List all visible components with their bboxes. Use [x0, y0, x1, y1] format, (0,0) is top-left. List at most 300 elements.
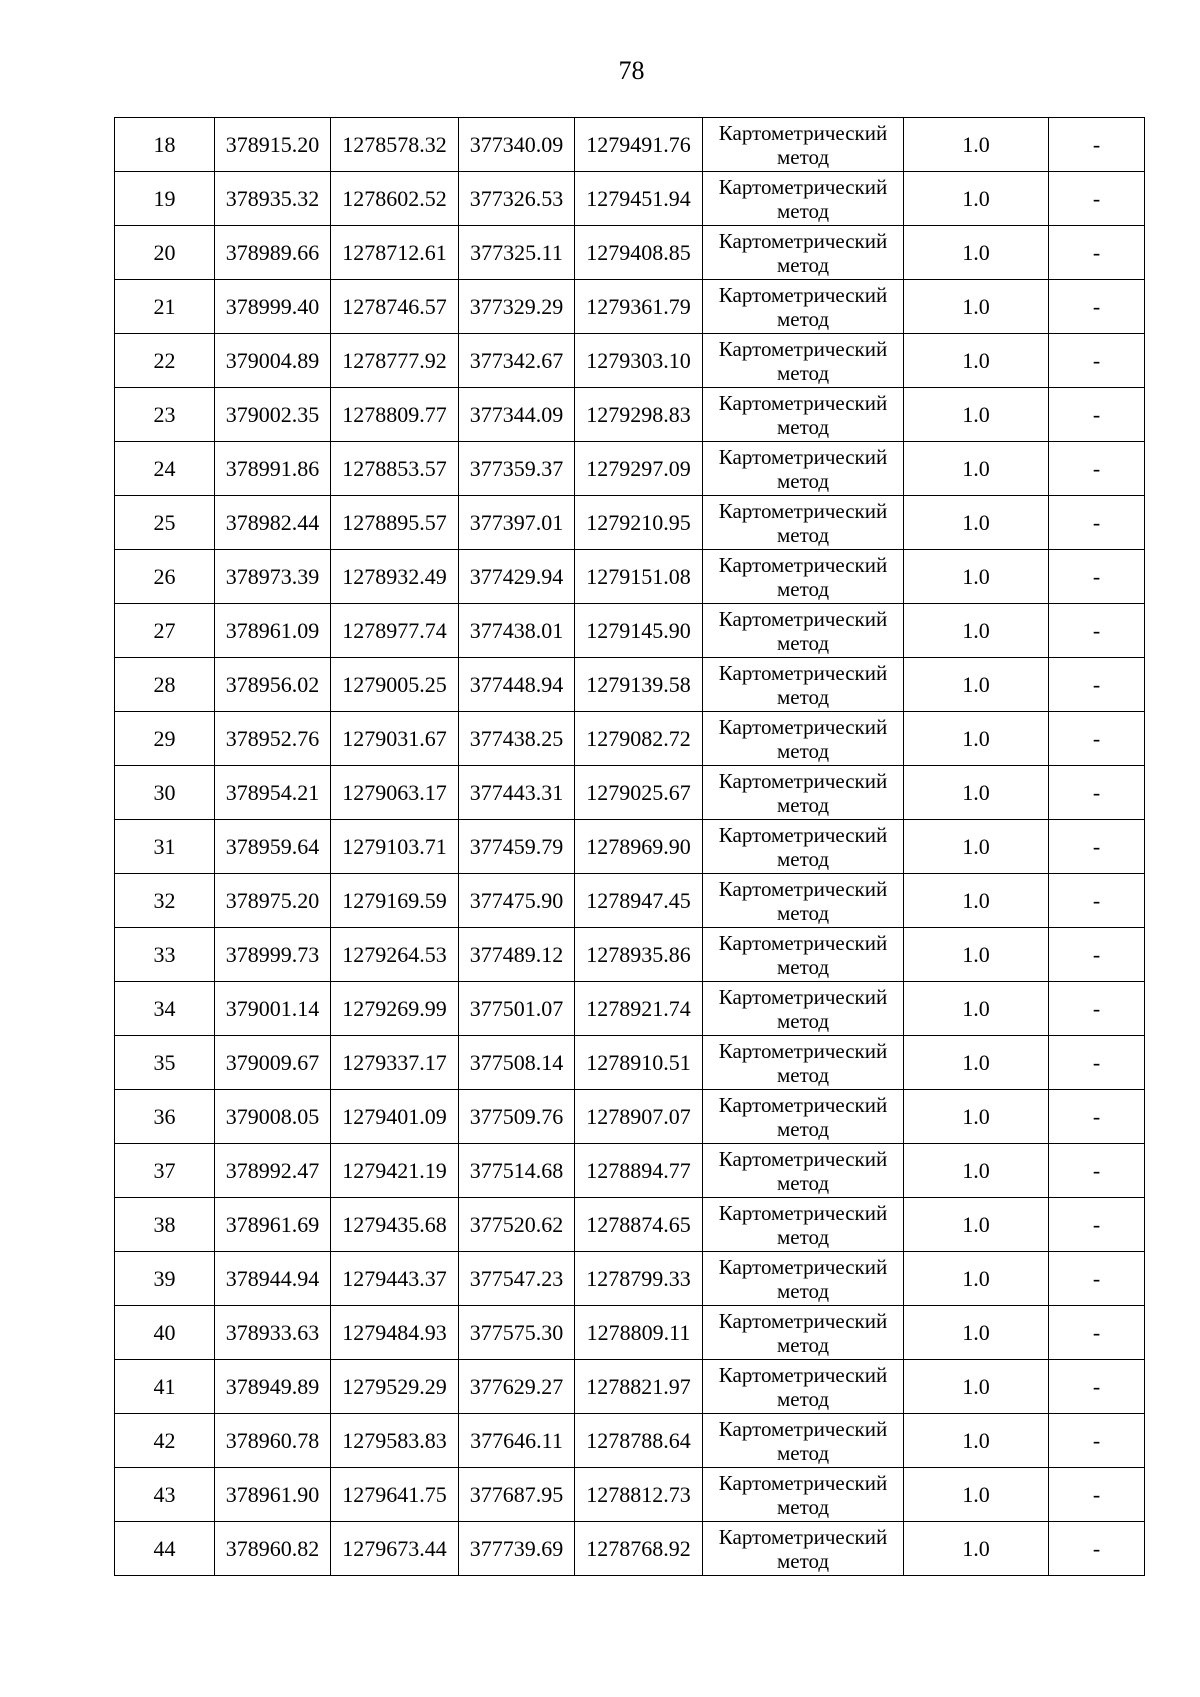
method-label-line1: Картометрический — [718, 660, 888, 685]
point-number-cell: 38 — [115, 1198, 215, 1252]
x2-coordinate-cell: 377397.01 — [459, 496, 575, 550]
table-row — [115, 496, 1145, 550]
method-label-line1: Картометрический — [718, 606, 888, 631]
y1-coordinate-cell: 1279337.17 — [331, 1036, 459, 1090]
x1-coordinate-cell: 378952.76 — [215, 712, 331, 766]
accuracy-cell: 1.0 — [904, 1198, 1049, 1252]
point-number-cell: 30 — [115, 766, 215, 820]
point-number-cell: 37 — [115, 1144, 215, 1198]
method-cell — [703, 1522, 904, 1576]
x2-coordinate-cell: 377342.67 — [459, 334, 575, 388]
x2-coordinate-cell: 377646.11 — [459, 1414, 575, 1468]
method-cell — [703, 1414, 904, 1468]
note-cell: - — [1049, 1522, 1145, 1576]
y2-coordinate-cell: 1278874.65 — [575, 1198, 703, 1252]
note-cell: - — [1049, 1252, 1145, 1306]
method-label-line2: метод — [776, 252, 830, 277]
y2-coordinate-cell: 1278788.64 — [575, 1414, 703, 1468]
table-row — [115, 1252, 1145, 1306]
point-number-cell: 18 — [115, 118, 215, 172]
x1-coordinate-cell: 378999.73 — [215, 928, 331, 982]
method-label-line2: метод — [776, 846, 830, 871]
method-label-line1: Картометрический — [718, 282, 888, 307]
x1-coordinate-cell: 379009.67 — [215, 1036, 331, 1090]
y2-coordinate-cell: 1278910.51 — [575, 1036, 703, 1090]
method-label-line2: метод — [776, 576, 830, 601]
method-label-line1: Картометрический — [718, 1200, 888, 1225]
x2-coordinate-cell: 377438.01 — [459, 604, 575, 658]
y2-coordinate-cell: 1278768.92 — [575, 1522, 703, 1576]
x1-coordinate-cell: 379002.35 — [215, 388, 331, 442]
x1-coordinate-cell: 378954.21 — [215, 766, 331, 820]
accuracy-cell: 1.0 — [904, 766, 1049, 820]
method-cell — [703, 550, 904, 604]
table-row — [115, 712, 1145, 766]
point-number-cell: 20 — [115, 226, 215, 280]
point-number-cell: 28 — [115, 658, 215, 712]
accuracy-cell: 1.0 — [904, 1252, 1049, 1306]
point-number-cell: 26 — [115, 550, 215, 604]
method-label-line1: Картометрический — [718, 714, 888, 739]
method-cell — [703, 172, 904, 226]
y1-coordinate-cell: 1279583.83 — [331, 1414, 459, 1468]
y1-coordinate-cell: 1278602.52 — [331, 172, 459, 226]
accuracy-cell: 1.0 — [904, 388, 1049, 442]
x2-coordinate-cell: 377448.94 — [459, 658, 575, 712]
method-label-line1: Картометрический — [718, 930, 888, 955]
accuracy-cell: 1.0 — [904, 496, 1049, 550]
method-cell — [703, 442, 904, 496]
table-row — [115, 1144, 1145, 1198]
x2-coordinate-cell: 377325.11 — [459, 226, 575, 280]
method-cell — [703, 1468, 904, 1522]
y2-coordinate-cell: 1279145.90 — [575, 604, 703, 658]
accuracy-cell: 1.0 — [904, 172, 1049, 226]
accuracy-cell: 1.0 — [904, 1468, 1049, 1522]
note-cell: - — [1049, 1468, 1145, 1522]
y1-coordinate-cell: 1278932.49 — [331, 550, 459, 604]
y2-coordinate-cell: 1279298.83 — [575, 388, 703, 442]
method-label-line1: Картометрический — [718, 444, 888, 469]
note-cell: - — [1049, 1306, 1145, 1360]
method-cell — [703, 1252, 904, 1306]
y1-coordinate-cell: 1279529.29 — [331, 1360, 459, 1414]
method-cell — [703, 928, 904, 982]
method-label-line2: метод — [776, 1548, 830, 1573]
table-row — [115, 658, 1145, 712]
point-number-cell: 43 — [115, 1468, 215, 1522]
y1-coordinate-cell: 1278895.57 — [331, 496, 459, 550]
y2-coordinate-cell: 1278921.74 — [575, 982, 703, 1036]
x2-coordinate-cell: 377329.29 — [459, 280, 575, 334]
accuracy-cell: 1.0 — [904, 280, 1049, 334]
y1-coordinate-cell: 1278977.74 — [331, 604, 459, 658]
y1-coordinate-cell: 1279063.17 — [331, 766, 459, 820]
point-number-cell: 27 — [115, 604, 215, 658]
note-cell: - — [1049, 604, 1145, 658]
y1-coordinate-cell: 1278853.57 — [331, 442, 459, 496]
y2-coordinate-cell: 1278969.90 — [575, 820, 703, 874]
note-cell: - — [1049, 712, 1145, 766]
x2-coordinate-cell: 377575.30 — [459, 1306, 575, 1360]
method-label-line1: Картометрический — [718, 498, 888, 523]
y2-coordinate-cell: 1278809.11 — [575, 1306, 703, 1360]
method-cell — [703, 1090, 904, 1144]
accuracy-cell: 1.0 — [904, 1522, 1049, 1576]
note-cell: - — [1049, 226, 1145, 280]
y1-coordinate-cell: 1279484.93 — [331, 1306, 459, 1360]
x2-coordinate-cell: 377687.95 — [459, 1468, 575, 1522]
method-label-line2: метод — [776, 1008, 830, 1033]
method-label-line2: метод — [776, 900, 830, 925]
y1-coordinate-cell: 1279641.75 — [331, 1468, 459, 1522]
method-label-line2: метод — [776, 360, 830, 385]
x1-coordinate-cell: 379001.14 — [215, 982, 331, 1036]
table-row — [115, 604, 1145, 658]
y1-coordinate-cell: 1279169.59 — [331, 874, 459, 928]
x1-coordinate-cell: 378989.66 — [215, 226, 331, 280]
note-cell: - — [1049, 1414, 1145, 1468]
y2-coordinate-cell: 1279303.10 — [575, 334, 703, 388]
y2-coordinate-cell: 1278935.86 — [575, 928, 703, 982]
point-number-cell: 19 — [115, 172, 215, 226]
table-row — [115, 766, 1145, 820]
accuracy-cell: 1.0 — [904, 334, 1049, 388]
x2-coordinate-cell: 377438.25 — [459, 712, 575, 766]
table-row — [115, 982, 1145, 1036]
method-label-line2: метод — [776, 1224, 830, 1249]
x2-coordinate-cell: 377547.23 — [459, 1252, 575, 1306]
method-label-line2: метод — [776, 198, 830, 223]
method-label-line1: Картометрический — [718, 1038, 888, 1063]
note-cell: - — [1049, 1144, 1145, 1198]
x1-coordinate-cell: 378992.47 — [215, 1144, 331, 1198]
method-label-line2: метод — [776, 1278, 830, 1303]
x1-coordinate-cell: 378960.82 — [215, 1522, 331, 1576]
y2-coordinate-cell: 1279361.79 — [575, 280, 703, 334]
method-cell — [703, 766, 904, 820]
method-label-line1: Картометрический — [718, 1470, 888, 1495]
x1-coordinate-cell: 378991.86 — [215, 442, 331, 496]
note-cell: - — [1049, 550, 1145, 604]
y1-coordinate-cell: 1278578.32 — [331, 118, 459, 172]
method-label-line2: метод — [776, 1170, 830, 1195]
method-label-line2: метод — [776, 1494, 830, 1519]
note-cell: - — [1049, 982, 1145, 1036]
method-label-line2: метод — [776, 1386, 830, 1411]
table-row — [115, 1522, 1145, 1576]
x2-coordinate-cell: 377739.69 — [459, 1522, 575, 1576]
table-row — [115, 172, 1145, 226]
method-label-line1: Картометрический — [718, 1416, 888, 1441]
method-cell — [703, 1360, 904, 1414]
x1-coordinate-cell: 378975.20 — [215, 874, 331, 928]
x1-coordinate-cell: 378961.69 — [215, 1198, 331, 1252]
method-cell — [703, 1144, 904, 1198]
y2-coordinate-cell: 1278812.73 — [575, 1468, 703, 1522]
method-label-line1: Картометрический — [718, 174, 888, 199]
table-row — [115, 1036, 1145, 1090]
table-row — [115, 1414, 1145, 1468]
point-number-cell: 31 — [115, 820, 215, 874]
method-label-line1: Картометрический — [718, 336, 888, 361]
note-cell: - — [1049, 1198, 1145, 1252]
table-row — [115, 1198, 1145, 1252]
point-number-cell: 29 — [115, 712, 215, 766]
accuracy-cell: 1.0 — [904, 1306, 1049, 1360]
method-label-line1: Картометрический — [718, 552, 888, 577]
method-cell — [703, 604, 904, 658]
y1-coordinate-cell: 1279005.25 — [331, 658, 459, 712]
y2-coordinate-cell: 1279451.94 — [575, 172, 703, 226]
note-cell: - — [1049, 1360, 1145, 1414]
y2-coordinate-cell: 1279082.72 — [575, 712, 703, 766]
method-label-line1: Картометрический — [718, 228, 888, 253]
y2-coordinate-cell: 1278799.33 — [575, 1252, 703, 1306]
method-label-line2: метод — [776, 1116, 830, 1141]
x2-coordinate-cell: 377326.53 — [459, 172, 575, 226]
method-label-line2: метод — [776, 144, 830, 169]
note-cell: - — [1049, 442, 1145, 496]
y2-coordinate-cell: 1278821.97 — [575, 1360, 703, 1414]
y1-coordinate-cell: 1279264.53 — [331, 928, 459, 982]
y1-coordinate-cell: 1279421.19 — [331, 1144, 459, 1198]
x1-coordinate-cell: 378959.64 — [215, 820, 331, 874]
y2-coordinate-cell: 1279210.95 — [575, 496, 703, 550]
note-cell: - — [1049, 118, 1145, 172]
x1-coordinate-cell: 378999.40 — [215, 280, 331, 334]
point-number-cell: 32 — [115, 874, 215, 928]
accuracy-cell: 1.0 — [904, 712, 1049, 766]
y2-coordinate-cell: 1278894.77 — [575, 1144, 703, 1198]
table-row — [115, 1360, 1145, 1414]
method-label-line2: метод — [776, 1440, 830, 1465]
method-cell — [703, 226, 904, 280]
method-cell — [703, 874, 904, 928]
note-cell: - — [1049, 496, 1145, 550]
accuracy-cell: 1.0 — [904, 1036, 1049, 1090]
method-label-line1: Картометрический — [718, 876, 888, 901]
y2-coordinate-cell: 1278947.45 — [575, 874, 703, 928]
x2-coordinate-cell: 377459.79 — [459, 820, 575, 874]
x2-coordinate-cell: 377489.12 — [459, 928, 575, 982]
y1-coordinate-cell: 1279031.67 — [331, 712, 459, 766]
table-body — [115, 118, 1145, 1576]
method-cell — [703, 388, 904, 442]
method-cell — [703, 496, 904, 550]
table-row — [115, 118, 1145, 172]
x1-coordinate-cell: 378915.20 — [215, 118, 331, 172]
x2-coordinate-cell: 377508.14 — [459, 1036, 575, 1090]
method-label-line1: Картометрический — [718, 822, 888, 847]
accuracy-cell: 1.0 — [904, 1090, 1049, 1144]
method-label-line2: метод — [776, 954, 830, 979]
x1-coordinate-cell: 378956.02 — [215, 658, 331, 712]
table-row — [115, 442, 1145, 496]
accuracy-cell: 1.0 — [904, 982, 1049, 1036]
table-row — [115, 1468, 1145, 1522]
y1-coordinate-cell: 1279673.44 — [331, 1522, 459, 1576]
table-row — [115, 928, 1145, 982]
method-label-line1: Картометрический — [718, 1146, 888, 1171]
accuracy-cell: 1.0 — [904, 550, 1049, 604]
x2-coordinate-cell: 377359.37 — [459, 442, 575, 496]
x2-coordinate-cell: 377629.27 — [459, 1360, 575, 1414]
point-number-cell: 24 — [115, 442, 215, 496]
y2-coordinate-cell: 1279139.58 — [575, 658, 703, 712]
table-row — [115, 280, 1145, 334]
accuracy-cell: 1.0 — [904, 1144, 1049, 1198]
accuracy-cell: 1.0 — [904, 874, 1049, 928]
point-number-cell: 40 — [115, 1306, 215, 1360]
note-cell: - — [1049, 334, 1145, 388]
y2-coordinate-cell: 1279491.76 — [575, 118, 703, 172]
point-number-cell: 22 — [115, 334, 215, 388]
method-label-line2: метод — [776, 1062, 830, 1087]
point-number-cell: 23 — [115, 388, 215, 442]
x2-coordinate-cell: 377475.90 — [459, 874, 575, 928]
table-row — [115, 334, 1145, 388]
method-label-line2: метод — [776, 468, 830, 493]
note-cell: - — [1049, 874, 1145, 928]
point-number-cell: 39 — [115, 1252, 215, 1306]
note-cell: - — [1049, 658, 1145, 712]
x2-coordinate-cell: 377344.09 — [459, 388, 575, 442]
note-cell: - — [1049, 172, 1145, 226]
method-label-line2: метод — [776, 414, 830, 439]
note-cell: - — [1049, 1036, 1145, 1090]
method-cell — [703, 658, 904, 712]
method-cell — [703, 1306, 904, 1360]
method-cell — [703, 1198, 904, 1252]
accuracy-cell: 1.0 — [904, 604, 1049, 658]
page-number: 78 — [618, 56, 645, 85]
method-cell — [703, 712, 904, 766]
method-label-line1: Картометрический — [718, 1254, 888, 1279]
method-label-line1: Картометрический — [718, 120, 888, 145]
y2-coordinate-cell: 1279025.67 — [575, 766, 703, 820]
x2-coordinate-cell: 377429.94 — [459, 550, 575, 604]
method-label-line2: метод — [776, 684, 830, 709]
point-number-cell: 25 — [115, 496, 215, 550]
point-number-cell: 35 — [115, 1036, 215, 1090]
x1-coordinate-cell: 378961.90 — [215, 1468, 331, 1522]
y1-coordinate-cell: 1278777.92 — [331, 334, 459, 388]
point-number-cell: 21 — [115, 280, 215, 334]
y1-coordinate-cell: 1278746.57 — [331, 280, 459, 334]
method-label-line2: метод — [776, 522, 830, 547]
accuracy-cell: 1.0 — [904, 442, 1049, 496]
y1-coordinate-cell: 1279401.09 — [331, 1090, 459, 1144]
accuracy-cell: 1.0 — [904, 226, 1049, 280]
x2-coordinate-cell: 377501.07 — [459, 982, 575, 1036]
y1-coordinate-cell: 1278712.61 — [331, 226, 459, 280]
table-row — [115, 550, 1145, 604]
method-label-line1: Картометрический — [718, 1524, 888, 1549]
method-cell — [703, 280, 904, 334]
x1-coordinate-cell: 378935.32 — [215, 172, 331, 226]
x1-coordinate-cell: 378949.89 — [215, 1360, 331, 1414]
point-number-cell: 44 — [115, 1522, 215, 1576]
y1-coordinate-cell: 1278809.77 — [331, 388, 459, 442]
method-cell — [703, 334, 904, 388]
accuracy-cell: 1.0 — [904, 1360, 1049, 1414]
table-row — [115, 1090, 1145, 1144]
accuracy-cell: 1.0 — [904, 658, 1049, 712]
x1-coordinate-cell: 379004.89 — [215, 334, 331, 388]
method-cell — [703, 118, 904, 172]
method-cell — [703, 1036, 904, 1090]
method-cell — [703, 820, 904, 874]
table-row — [115, 388, 1145, 442]
note-cell: - — [1049, 1090, 1145, 1144]
note-cell: - — [1049, 820, 1145, 874]
y1-coordinate-cell: 1279443.37 — [331, 1252, 459, 1306]
method-label-line2: метод — [776, 792, 830, 817]
note-cell: - — [1049, 388, 1145, 442]
x2-coordinate-cell: 377443.31 — [459, 766, 575, 820]
y1-coordinate-cell: 1279103.71 — [331, 820, 459, 874]
x1-coordinate-cell: 378960.78 — [215, 1414, 331, 1468]
x2-coordinate-cell: 377509.76 — [459, 1090, 575, 1144]
x1-coordinate-cell: 378982.44 — [215, 496, 331, 550]
table-row — [115, 820, 1145, 874]
y2-coordinate-cell: 1278907.07 — [575, 1090, 703, 1144]
note-cell: - — [1049, 280, 1145, 334]
method-label-line1: Картометрический — [718, 1092, 888, 1117]
method-label-line2: метод — [776, 1332, 830, 1357]
y2-coordinate-cell: 1279297.09 — [575, 442, 703, 496]
method-label-line1: Картометрический — [718, 390, 888, 415]
y1-coordinate-cell: 1279269.99 — [331, 982, 459, 1036]
y2-coordinate-cell: 1279408.85 — [575, 226, 703, 280]
y2-coordinate-cell: 1279151.08 — [575, 550, 703, 604]
table-row — [115, 1306, 1145, 1360]
method-label-line2: метод — [776, 630, 830, 655]
accuracy-cell: 1.0 — [904, 820, 1049, 874]
x1-coordinate-cell: 379008.05 — [215, 1090, 331, 1144]
method-label-line2: метод — [776, 738, 830, 763]
x1-coordinate-cell: 378944.94 — [215, 1252, 331, 1306]
table-row — [115, 226, 1145, 280]
accuracy-cell: 1.0 — [904, 928, 1049, 982]
x2-coordinate-cell: 377520.62 — [459, 1198, 575, 1252]
accuracy-cell: 1.0 — [904, 1414, 1049, 1468]
point-number-cell: 42 — [115, 1414, 215, 1468]
note-cell: - — [1049, 766, 1145, 820]
x1-coordinate-cell: 378933.63 — [215, 1306, 331, 1360]
method-label-line2: метод — [776, 306, 830, 331]
point-number-cell: 36 — [115, 1090, 215, 1144]
table-row — [115, 874, 1145, 928]
accuracy-cell: 1.0 — [904, 118, 1049, 172]
x1-coordinate-cell: 378961.09 — [215, 604, 331, 658]
coordinates-table — [114, 117, 1145, 1576]
method-label-line1: Картометрический — [718, 1308, 888, 1333]
y1-coordinate-cell: 1279435.68 — [331, 1198, 459, 1252]
method-label-line1: Картометрический — [718, 984, 888, 1009]
note-cell: - — [1049, 928, 1145, 982]
x2-coordinate-cell: 377514.68 — [459, 1144, 575, 1198]
method-label-line1: Картометрический — [718, 768, 888, 793]
x1-coordinate-cell: 378973.39 — [215, 550, 331, 604]
x2-coordinate-cell: 377340.09 — [459, 118, 575, 172]
method-label-line1: Картометрический — [718, 1362, 888, 1387]
point-number-cell: 33 — [115, 928, 215, 982]
point-number-cell: 41 — [115, 1360, 215, 1414]
method-cell — [703, 982, 904, 1036]
point-number-cell: 34 — [115, 982, 215, 1036]
